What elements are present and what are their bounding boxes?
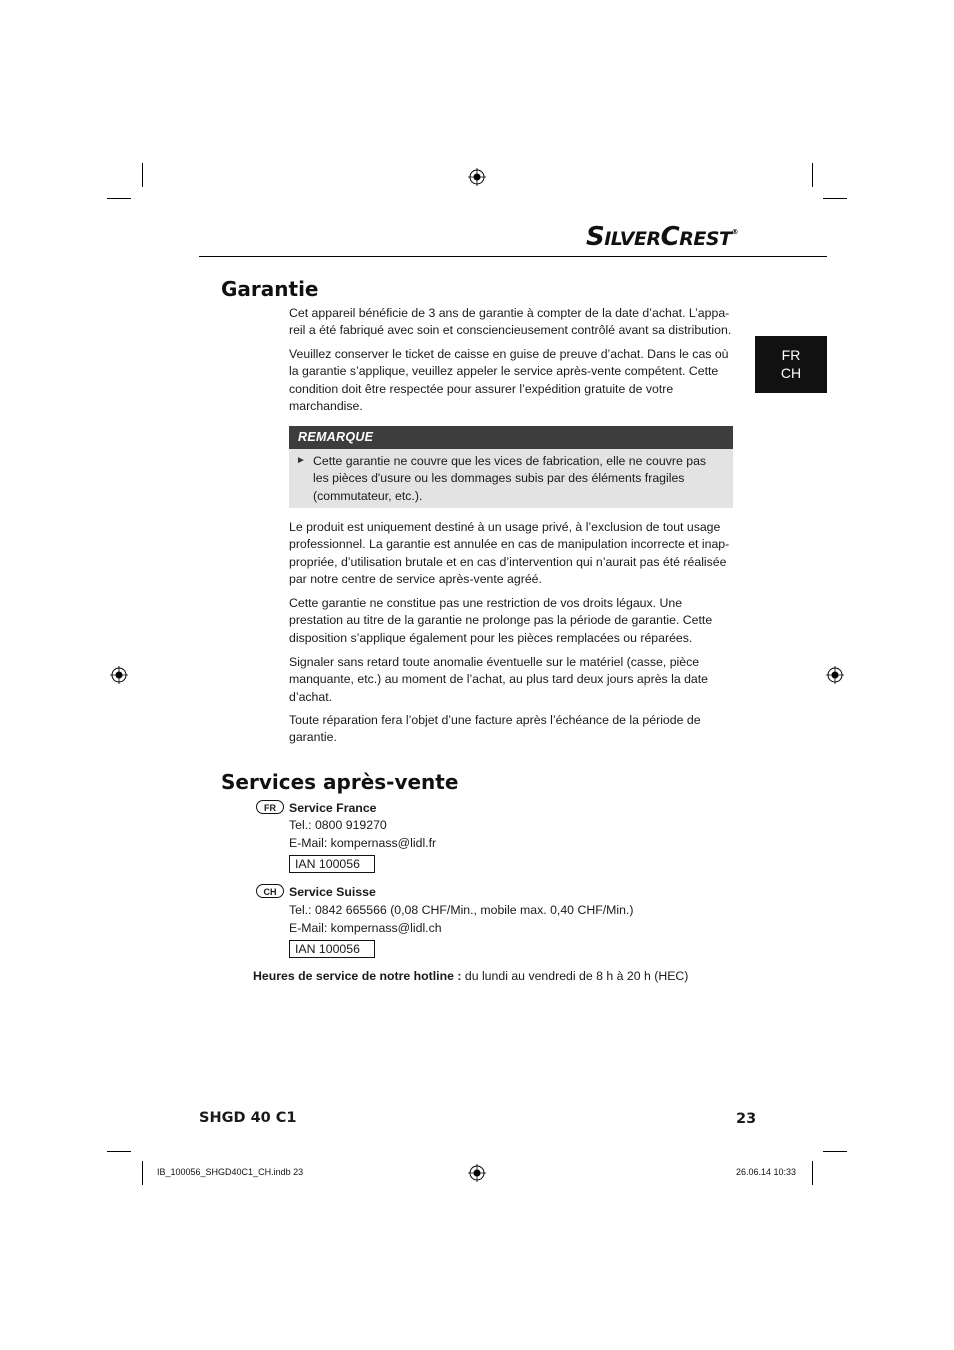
service-france-title: Service France [289, 801, 377, 815]
garantie-paragraph-5: Signaler sans retard toute anomalie éventuelle sur le matériel (casse, pièce manquante, etc.) au moment de l’achat, au plus tard deux jours après la date d’achat. [289, 655, 709, 704]
garantie-paragraph-6: Toute réparation fera l’objet d’une facture après l’échéance de la période de garantie. [289, 713, 701, 745]
service-france-email: E-Mail: kompernass@lidl.fr [289, 836, 437, 850]
service-france-ian: IAN 100056 [289, 855, 375, 873]
crop-mark [812, 163, 813, 187]
crop-mark [142, 163, 143, 187]
hotline-text: du lundi au vendredi de 8 h à 20 h (HEC) [461, 969, 689, 983]
service-suisse-phone: Tel.: 0842 665566 (0,08 CHF/Min., mobile max. 0,40 CHF/Min.) [289, 903, 634, 917]
garantie-heading: Garantie [221, 277, 319, 301]
file-slug: IB_100056_SHGD40C1_CH.indb 23 [157, 1167, 304, 1177]
header-divider [199, 256, 827, 257]
model-number: SHGD 40 C1 [199, 1110, 297, 1126]
language-fr: FR [781, 347, 801, 363]
note-box [289, 449, 733, 508]
suisse-badge: CH [256, 884, 284, 898]
crop-mark [823, 198, 847, 199]
service-suisse-email: E-Mail: kompernass@lidl.ch [289, 921, 442, 935]
note-header: REMARQUE [289, 426, 733, 449]
garantie-paragraph-4: Cette garantie ne constitue pas une restriction de vos droits légaux. Une prestation au titre de la garantie ne prolonge pas la période de garantie. Cette disposition s’applique également pour les pièces remplacées ou réparées. [289, 596, 713, 645]
note-text: Cette garantie ne couvre que les vices de fabrication, elle ne couvre pas les pièces d'usure ou les dommages subis par des éléments fragiles (commutateur, etc.). [313, 454, 707, 503]
registration-mark-icon [468, 168, 486, 186]
language-tab [755, 336, 827, 393]
garantie-paragraph-3: Le produit est uniquement destiné à un usage privé, à l’exclusion de tout usage professionnel. La garantie est annulée en cas de manipulation incorrecte et inap-propriée, d’utilisation brutale et en cas d’intervention qui n’aurait pas été réalisée par notre centre de service après-vente agréé. [289, 520, 730, 586]
crop-mark [107, 1151, 131, 1152]
france-badge: FR [256, 800, 284, 814]
page-number: 23 [736, 1111, 757, 1127]
date-slug: 26.06.14 10:33 [736, 1167, 797, 1177]
services-heading: Services après-vente [221, 770, 459, 794]
service-suisse-title: Service Suisse [289, 885, 376, 899]
crop-mark [142, 1161, 143, 1185]
crop-mark [823, 1151, 847, 1152]
garantie-paragraph-1: Cet appareil bénéficie de 3 ans de garantie à compter de la date d’achat. L’appa-reil a été fabriqué avec soin et consciencieusement contrôlé avant sa distribution. [289, 306, 732, 338]
registration-mark-icon [468, 1164, 486, 1182]
hotline-label: Heures de service de notre hotline : [253, 969, 462, 983]
crop-mark [107, 198, 131, 199]
service-france-phone: Tel.: 0800 919270 [289, 818, 387, 832]
brand-logo: SILVERCREST® [586, 222, 738, 252]
registration-mark-icon [826, 666, 844, 684]
crop-mark [812, 1161, 813, 1185]
registration-mark-icon [110, 666, 128, 684]
service-suisse-ian: IAN 100056 [289, 940, 375, 958]
language-ch: CH [780, 365, 802, 381]
hotline-hours [253, 969, 688, 983]
arrow-bullet-icon: ► [296, 455, 306, 466]
garantie-paragraph-2: Veuillez conserver le ticket de caisse en guise de preuve d’achat. Dans le cas où la garantie s’applique, veuillez appeler le service après-vente compétent. Cette condition doit être respectée pour assurer l’expédition gratuite de votre marchandise. [289, 347, 729, 413]
